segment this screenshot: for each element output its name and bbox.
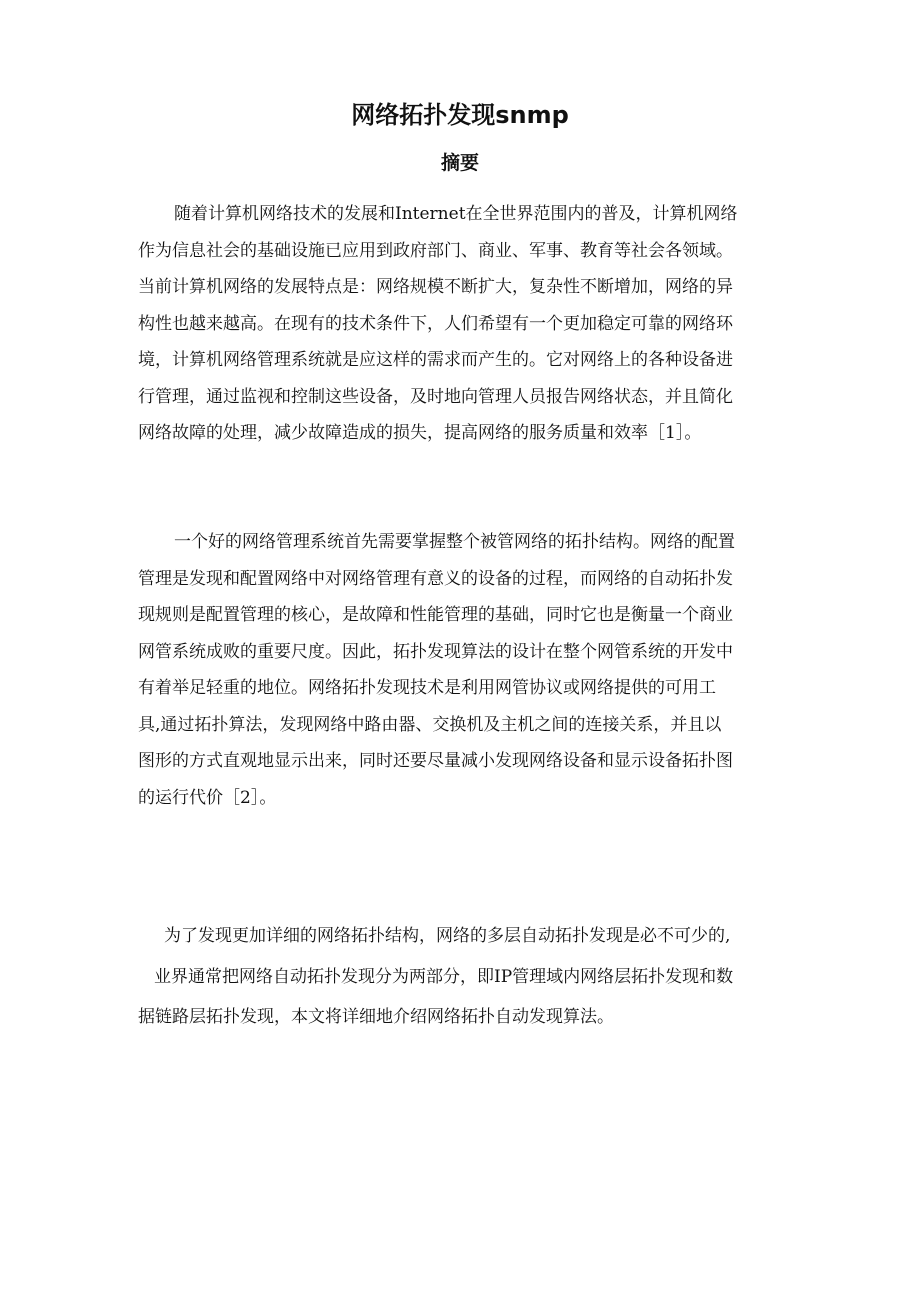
paragraph-line: 境，计算机网络管理系统就是应这样的需求而产生的。它对网络上的各种设备进 bbox=[138, 350, 733, 370]
paragraph-line: 管理是发现和配置网络中对网络管理有意义的设备的过程，而网络的自动拓扑发 bbox=[138, 568, 733, 589]
paragraph-line: 据链路层拓扑发现，本文将详细地介绍网络拓扑自动发现算法。 bbox=[138, 1007, 614, 1027]
paragraph-line: 网络故障的处理，减少故障造成的损失，提高网络的服务质量和效率［1］。 bbox=[138, 423, 702, 443]
paragraph-line: 具,通过拓扑算法，发现网络中路由器、交换机及主机之间的连接关系，并且以 bbox=[138, 714, 722, 735]
document-title: 网络拓扑发现snmp bbox=[351, 101, 569, 129]
paragraph-line: 一个好的网络管理系统首先需要掌握整个被管网络的拓扑结构。网络的配置 bbox=[174, 532, 735, 552]
paragraph-line: 业界通常把网络自动拓扑发现分为两部分，即IP管理域内网络层拓扑发现和数 bbox=[154, 966, 734, 987]
paragraph-line: 的运行代价［2］。 bbox=[138, 787, 277, 808]
paragraph-line: 作为信息社会的基础设施已应用到政府部门、商业、军事、教育等社会各领域。 bbox=[138, 240, 733, 261]
paragraph-line: 为了发现更加详细的网络拓扑结构，网络的多层自动拓扑发现是必不可少的, bbox=[164, 926, 731, 946]
paragraph-line: 有着举足轻重的地位。网络拓扑发现技术是利用网管协议或网络提供的可用工 bbox=[138, 678, 716, 698]
paragraph-2 bbox=[138, 524, 788, 816]
paragraph-1 bbox=[138, 196, 788, 452]
paragraph-line: 构性也越来越高。在现有的技术条件下，人们希望有一个更加稳定可靠的网络环 bbox=[138, 313, 733, 334]
paragraph-line: 图形的方式直观地显示出来，同时还要尽量减小发现网络设备和显示设备拓扑图 bbox=[138, 751, 733, 771]
paragraph-line: 行管理，通过监视和控制这些设备，及时地向管理人员报告网络状态，并且简化 bbox=[138, 386, 733, 407]
paragraph-line: 随着计算机网络技术的发展和Internet在全世界范围内的普及，计算机网络 bbox=[174, 204, 738, 224]
abstract-heading: 摘要 bbox=[440, 152, 479, 174]
paragraph-line: 当前计算机网络的发展特点是：网络规模不断扩大，复杂性不断增加，网络的异 bbox=[138, 277, 733, 297]
paragraph-line: 现规则是配置管理的核心，是故障和性能管理的基础，同时它也是衡量一个商业 bbox=[138, 605, 733, 625]
paragraph-3 bbox=[138, 918, 788, 1036]
paragraph-line: 网管系统成败的重要尺度。因此，拓扑发现算法的设计在整个网管系统的开发中 bbox=[138, 641, 733, 662]
